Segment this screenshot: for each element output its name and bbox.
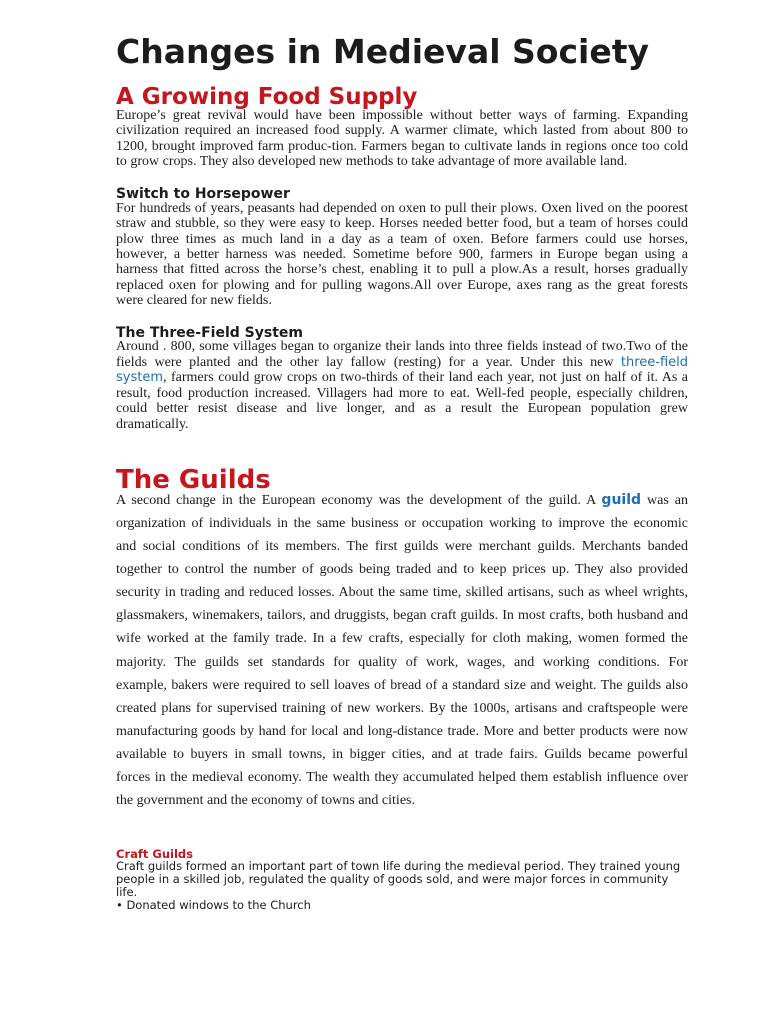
paragraph-line: plow three times as much land in a day as a team of oxen. Before farmers could use horses, — [116, 231, 688, 247]
food-supply-paragraph — [116, 108, 688, 169]
paragraph-line: together to control the number of goods being traded and to keep prices up. They also provided — [116, 562, 688, 578]
paragraph-text: fields were planted and the other lay fallow (resting) for a year. Under this new — [116, 354, 621, 370]
paragraph-line: manufacturing goods by hand for local and long-distance trade. More and better products were now — [116, 723, 688, 739]
paragraph-line: created plans for supervised training of new workers. By the 1000s, artisans and craftspeople were — [116, 700, 688, 716]
paragraph-line — [116, 355, 688, 371]
bullet-item: • Donated windows to the Church — [116, 898, 311, 912]
paragraph-line: available to buyers in small towns, in bigger cities, and at trade fairs. Guilds became powerful — [116, 746, 688, 762]
paragraph-text: , farmers could grow crops on two-thirds of their land each year, not just on half of it. As a — [163, 370, 688, 386]
paragraph-line: Around . 800, some villages began to organize their lands into three fields instead of two.Two of the — [116, 339, 688, 354]
paragraph-text: was an — [641, 493, 688, 508]
paragraph-line: glassmakers, winemakers, tailors, and druggists, began craft guilds. In most crafts, both husband and — [116, 608, 688, 624]
key-term-three-field: three-field — [620, 354, 688, 370]
key-term-guild: guild — [601, 492, 642, 508]
callout-heading-craft-guilds: Craft Guilds — [116, 847, 193, 861]
paragraph-line: to grow crops. They also developed new methods to take advantage of more available land. — [116, 153, 628, 169]
callout-text-line: people in a skilled job, regulated the quality of goods sold, and were major forces in community — [116, 872, 669, 886]
paragraph-line: wife worked at the family trade. In a few crafts, especially for cloth making, women formed the — [116, 631, 688, 647]
craft-guilds-callout — [116, 860, 688, 912]
paragraph-line: however, a better harness was needed. Sometime before 900, farmers in Europe began using a — [116, 246, 688, 262]
section-heading-food-supply: A Growing Food Supply — [116, 84, 418, 110]
paragraph-line: civilization required an increased food supply. A warmer climate, which lasted from about 800 to — [116, 123, 688, 139]
paragraph-line: result, food production increased. Villagers had more to eat. Well-fed people, especially children, — [116, 385, 688, 401]
paragraph-line: security in trading and reduced losses. About the same time, skilled artisans, such as wheel wrights, — [116, 585, 688, 601]
paragraph-line: organization of individuals in the same business or occupation working to improve the economic — [116, 516, 688, 532]
paragraph-line: could better resist disease and live longer, and as a result the European population grew — [116, 401, 688, 417]
paragraph-line: were cleared for new fields. — [116, 292, 272, 308]
paragraph-line: the government and the economy of towns and cities. — [116, 793, 415, 809]
paragraph-line: forces in the medieval economy. The wealth they accumulated helped them establish influence over — [116, 769, 688, 785]
paragraph-line: and social conditions of its members. The first guilds were merchant guilds. Merchants banded — [116, 539, 688, 555]
paragraph-line — [116, 370, 688, 386]
paragraph-line: harness that fitted across the horse’s chest, enabling it to pull a plow.As a result, horses gradually — [116, 262, 688, 278]
subheading-horsepower: Switch to Horsepower — [116, 186, 290, 202]
paragraph-line: dramatically. — [116, 416, 189, 432]
horsepower-paragraph — [116, 201, 688, 308]
paragraph-line: majority. The guilds set standards for quality of work, wages, and working conditions. For — [116, 654, 688, 670]
section-heading-guilds: The Guilds — [116, 465, 271, 495]
paragraph-line: For hundreds of years, peasants had depended on oxen to pull their plows. Oxen lived on the poorest — [116, 201, 688, 216]
paragraph-line — [116, 489, 688, 512]
paragraph-line: replaced oxen for plowing and for pulling wagons.All over Europe, axes rang as the great forests — [116, 277, 688, 293]
subheading-three-field-system: The Three-Field System — [116, 325, 303, 341]
paragraph-text: A second change in the European economy was the development of the guild. A — [116, 493, 602, 508]
guilds-paragraph — [116, 489, 688, 812]
callout-text-line: Craft guilds formed an important part of town life during the medieval period. They trained young — [116, 859, 681, 873]
key-term-system: system — [116, 370, 163, 386]
paragraph-line: 1200, brought improved farm produc-tion. Farmers began to cultivate lands in regions once too cold — [116, 138, 688, 154]
callout-text-line: life. — [116, 885, 138, 899]
paragraph-line: example, bakers were required to sell loaves of bread of a standard size and weight. The guilds also — [116, 677, 688, 693]
three-field-paragraph — [116, 339, 688, 433]
paragraph-line: Europe’s great revival would have been impossible without better ways of farming. Expanding — [116, 108, 688, 123]
page-title: Changes in Medieval Society — [116, 32, 649, 71]
paragraph-line: straw and stubble, so they were easy to keep. Horses needed better food, but a team of horses could — [116, 216, 688, 232]
